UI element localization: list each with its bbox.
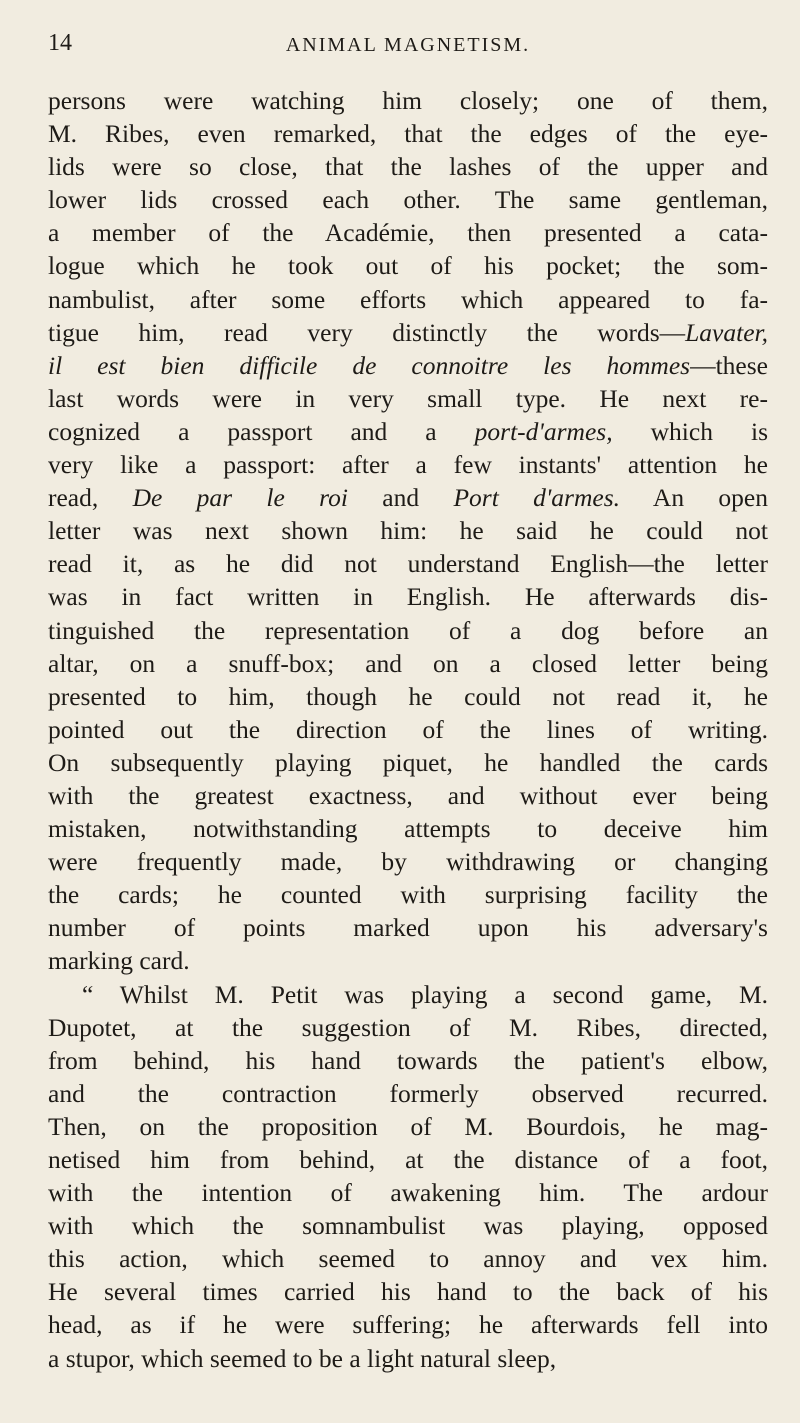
text-segment: nambulist, after some efforts which appeared to fa- <box>48 284 768 314</box>
page-header <box>48 28 768 58</box>
text-line <box>48 812 768 845</box>
text-segment: and the contraction formerly observed recurred. <box>48 1078 768 1108</box>
text-segment: read, <box>48 483 133 513</box>
text-line <box>48 746 768 779</box>
text-segment: a stupor, which seemed to be a light natural sleep, <box>48 1343 557 1373</box>
text-line <box>48 547 768 580</box>
text-line <box>48 514 768 547</box>
text-line <box>48 1242 768 1275</box>
text-segment: number of points marked upon his adversary's <box>48 913 768 943</box>
text-line <box>48 1275 768 1308</box>
text-line <box>48 1342 768 1375</box>
text-line <box>48 448 768 481</box>
text-line <box>48 1110 768 1143</box>
italic-text-segment: port-d'armes, <box>474 416 613 446</box>
text-segment: —these <box>690 350 768 380</box>
text-segment: presented to him, though he could not read it, he <box>48 681 768 711</box>
text-line <box>48 117 768 150</box>
text-segment: read it, as he did not understand English—the letter <box>48 549 768 579</box>
running-title: ANIMAL MAGNETISM. <box>285 34 531 56</box>
text-segment: pointed out the direction of the lines of writing. <box>48 714 768 744</box>
text-line <box>48 1308 768 1341</box>
text-segment: tinguished the representation of a dog before an <box>48 615 768 645</box>
text-segment: logue which he took out of his pocket; the som- <box>48 251 768 281</box>
text-segment: marking card. <box>48 946 190 976</box>
text-segment: persons were watching him closely; one of them, <box>48 86 768 115</box>
text-segment: cognized a passport and a <box>48 416 475 446</box>
text-segment: very like a passport: after a few instants' attention he <box>48 450 768 480</box>
text-line <box>48 713 768 746</box>
body-text <box>48 84 768 1375</box>
italic-text-segment: il est bien difficile de connoitre les hommes <box>48 350 691 380</box>
text-line <box>48 614 768 647</box>
italic-text-segment: Port d'armes. <box>453 483 621 513</box>
text-segment: tigue him, read very distinctly the words— <box>48 317 686 347</box>
text-line <box>48 680 768 713</box>
text-segment: “ Whilst M. Petit was playing a second game, M. <box>82 979 768 1009</box>
text-segment: was in fact written in English. He afterwards dis- <box>48 582 768 612</box>
text-line <box>48 349 768 382</box>
text-segment: and <box>347 483 454 513</box>
text-segment: lower lids crossed each other. The same gentleman, <box>48 185 768 215</box>
text-line <box>48 978 768 1011</box>
text-segment: Then, on the proposition of M. Bourdois, he mag- <box>48 1111 768 1141</box>
text-line <box>48 249 768 282</box>
text-line <box>48 1077 768 1110</box>
text-segment: On subsequently playing piquet, he handled the cards <box>48 747 768 777</box>
text-line <box>48 911 768 944</box>
text-line <box>48 1209 768 1242</box>
text-line <box>48 944 768 977</box>
text-segment: M. Ribes, even remarked, that the edges of the eye- <box>48 119 768 149</box>
italic-text-segment: Lavater, <box>685 317 768 347</box>
text-line <box>48 216 768 249</box>
text-line <box>48 1143 768 1176</box>
text-segment: mistaken, notwithstanding attempts to deceive him <box>48 814 768 844</box>
text-line <box>48 845 768 878</box>
text-line <box>48 1176 768 1209</box>
text-line <box>48 415 768 448</box>
text-line <box>48 580 768 613</box>
text-line <box>48 1011 768 1044</box>
text-line <box>48 150 768 183</box>
text-segment: with the intention of awakening him. The ardour <box>48 1178 768 1208</box>
text-segment: a member of the Académie, then presented a cata- <box>48 218 768 248</box>
text-segment: altar, on a snuff-box; and on a closed letter being <box>48 648 768 678</box>
text-segment: An open <box>620 483 768 513</box>
text-line <box>48 382 768 415</box>
text-segment: from behind, his hand towards the patient's elbow, <box>48 1045 768 1075</box>
text-segment: which is <box>612 416 768 446</box>
text-segment: last words were in very small type. He next re- <box>48 383 768 413</box>
text-segment: netised him from behind, at the distance of a foot, <box>48 1145 768 1174</box>
text-line <box>48 878 768 911</box>
text-segment: were frequently made, by withdrawing or changing <box>48 847 768 877</box>
text-segment: Dupotet, at the suggestion of M. Ribes, directed, <box>48 1012 768 1042</box>
text-line <box>48 283 768 316</box>
text-segment: this action, which seemed to annoy and vex him. <box>48 1244 768 1274</box>
text-segment: with the greatest exactness, and without ever being <box>48 780 768 810</box>
text-segment: the cards; he counted with surprising facility the <box>48 880 768 910</box>
page-number: 14 <box>48 30 72 56</box>
italic-text-segment: De par le roi <box>132 483 348 513</box>
text-line <box>48 84 768 117</box>
text-line <box>48 183 768 216</box>
text-line <box>48 647 768 680</box>
text-line <box>48 1044 768 1077</box>
text-segment: lids were so close, that the lashes of the upper and <box>48 152 768 182</box>
text-line <box>48 481 768 514</box>
text-line <box>48 316 768 349</box>
text-segment: with which the somnambulist was playing, opposed <box>48 1211 768 1241</box>
text-segment: letter was next shown him: he said he could not <box>48 516 768 546</box>
text-line <box>48 779 768 812</box>
text-segment: head, as if he were suffering; he afterwards fell into <box>48 1310 768 1340</box>
text-segment: He several times carried his hand to the back of his <box>48 1277 768 1307</box>
